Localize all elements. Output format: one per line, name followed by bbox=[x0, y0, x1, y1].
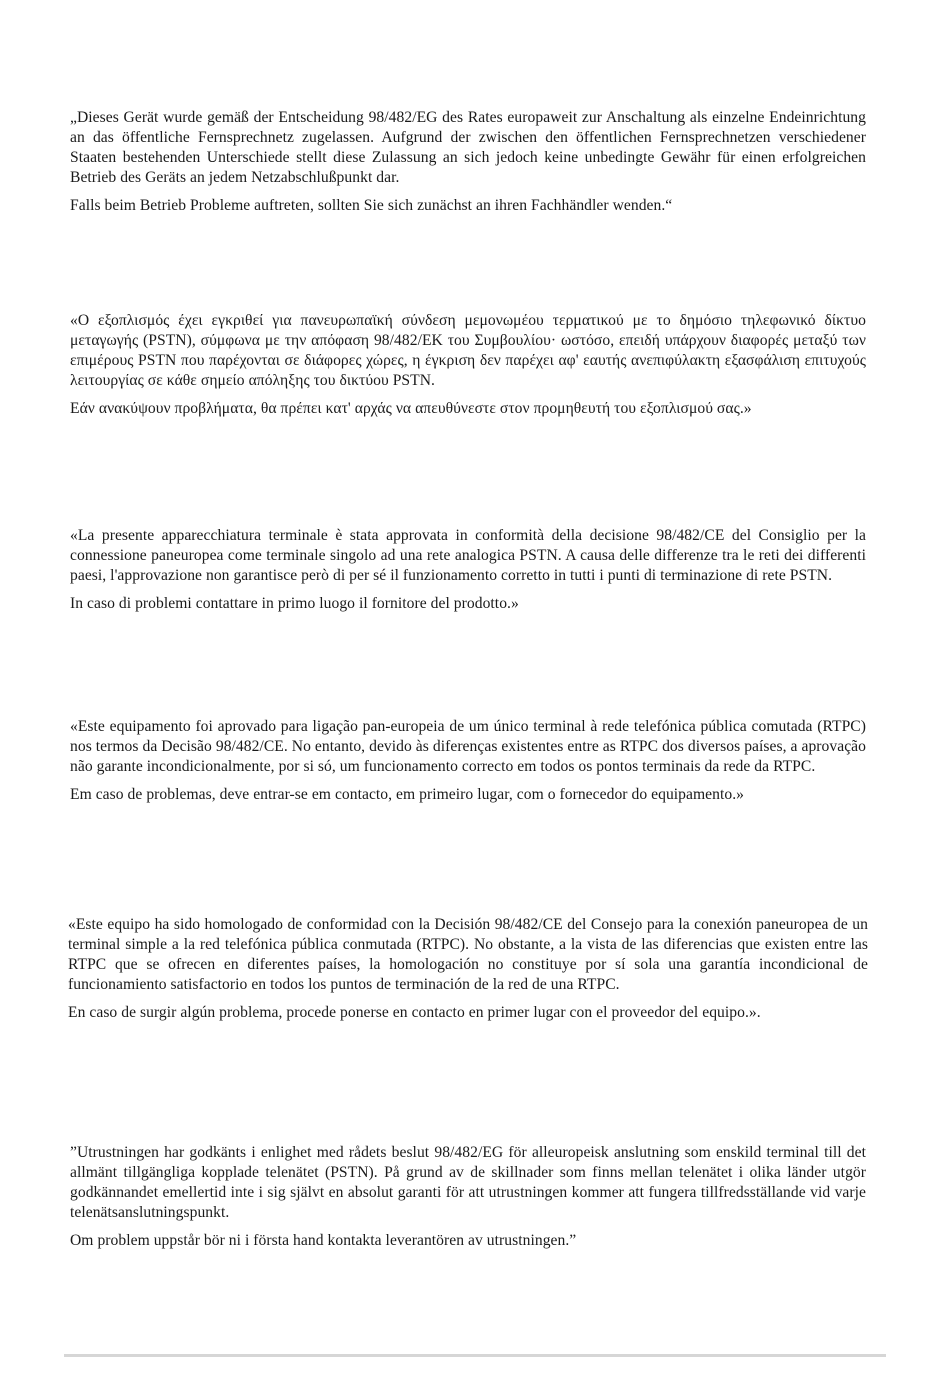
declaration-spanish bbox=[68, 915, 868, 1023]
declaration-greek-text: «Ο εξοπλισμός έχει εγκριθεί για πανευρωπαϊκή σύνδεση μεμονωμέου τερματικού με το δημόσιο τηλεφωνικό δίκτυο μεταγωγής (PSTN), σύμφωνα με την απόφαση 98/482/ΕΚ του Συμβουλίου· ωστόσο, επειδή υπάρχουν διαφορές μεταξύ των επιμέρους PSTN που παρέχονται σε διάφορες χώρες, η έγκριση δεν παρέχει αφ' εαυτής ανεπιφύλακτη εξασφάλιση επιτυχούς λειτουργίας σε κάθε σημείο απόληξης του δικτύου PSTN. bbox=[70, 312, 866, 389]
declaration-italian-contact: In caso di problemi contattare in primo luogo il fornitore del prodotto.» bbox=[70, 595, 519, 612]
declaration-swedish-text: ”Utrustningen har godkänts i enlighet med rådets beslut 98/482/EG för alleuropeisk anslutning som enskild terminal till det allmänt tillgängliga kopplade telenätet (PSTN). På grund av de skillnader som finns mellan telenätet i olika länder utgör godkännandet emellertid inte i sig självt en absolut garanti för att utrustningen kommer att fungera tillfredsställande vid varje telenätsanslutningspunkt. bbox=[70, 1144, 866, 1221]
declaration-italian-text: «La presente apparecchiatura terminale è stata approvata in conformità della decisione 98/482/CE del Consiglio per la connessione paneuropea come terminale singolo ad una rete analogica PSTN. A causa delle differenze tra le reti dei differenti paesi, l'approvazione non garantisce però di per sé il funzionamento corretto in tutti i punti di terminazione di rete PSTN. bbox=[70, 527, 866, 584]
declaration-german bbox=[70, 108, 866, 216]
declaration-swedish bbox=[70, 1143, 866, 1251]
footer-divider bbox=[64, 1354, 886, 1357]
declaration-german-text: „Dieses Gerät wurde gemäß der Entscheidung 98/482/EG des Rates europaweit zur Anschaltung als einzelne Endeinrichtung an das öffentliche Fernsprechnetz zugelassen. Aufgrund der zwischen den öffentlichen Fernsprechnetzen verschiedener Staaten bestehenden Unterschiede stellt diese Zulassung an sich jedoch keine unbedingte Gewähr für einen erfolgreichen Betrieb des Geräts an jedem Netzabschlußpunkt dar. bbox=[70, 109, 866, 186]
declaration-spanish-contact: En caso de surgir algún problema, procede ponerse en contacto en primer lugar con el proveedor del equipo.». bbox=[68, 1004, 761, 1021]
declaration-swedish-contact: Om problem uppstår bör ni i första hand kontakta leverantören av utrustningen.” bbox=[70, 1232, 577, 1249]
declaration-italian bbox=[70, 526, 866, 614]
declaration-portuguese-contact: Em caso de problemas, deve entrar-se em contacto, em primeiro lugar, com o fornecedor do equipamento.» bbox=[70, 786, 745, 803]
declaration-greek bbox=[70, 311, 866, 419]
declaration-portuguese-text: «Este equipamento foi aprovado para ligação pan-europeia de um único terminal à rede telefónica pública comutada (RTPC) nos termos da Decisão 98/482/CE. No entanto, devido às diferenças existentes entre as RTPC dos diversos países, a aprovação não garante incondicionalmente, por si só, um funcionamento correcto em todos os pontos terminais da rede da RTPC. bbox=[70, 718, 866, 775]
declaration-german-contact: Falls beim Betrieb Probleme auftreten, sollten Sie sich zunächst an ihren Fachhändler wenden.“ bbox=[70, 197, 673, 214]
declaration-spanish-text: «Este equipo ha sido homologado de conformidad con la Decisión 98/482/CE del Consejo para la conexión paneuropea de un terminal simple a la red telefónica pública conmutada (RTPC). No obstante, a la vista de las diferencias que existen entre las RTPC que se ofrecen en diferentes países, la homologación no constituye por sí sola una garantía incondicional de funcionamiento satisfactorio en todos los puntos de terminación de la red de una RTPC. bbox=[68, 916, 868, 993]
declaration-greek-contact: Εάν ανακύψουν προβλήματα, θα πρέπει κατ' αρχάς να απευθύνεστε στον προμηθευτή του εξοπλισμού σας.» bbox=[70, 400, 752, 417]
declaration-portuguese bbox=[70, 717, 866, 805]
